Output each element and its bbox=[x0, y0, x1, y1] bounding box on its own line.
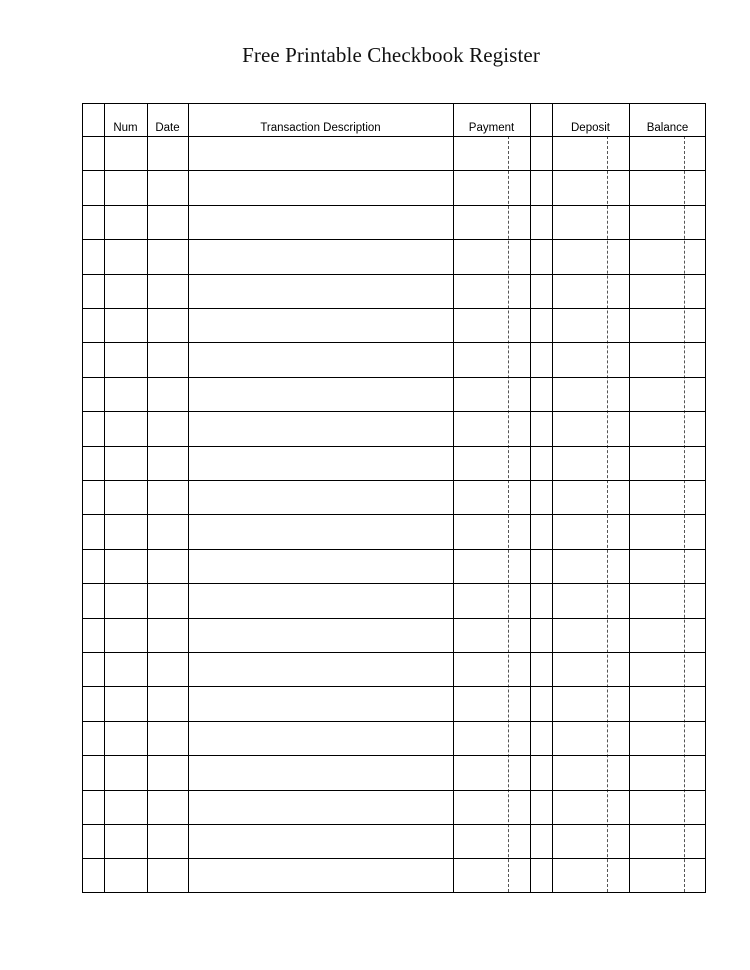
register-row bbox=[83, 514, 705, 548]
column-header-num: Num bbox=[113, 122, 138, 134]
register-row bbox=[83, 652, 705, 686]
register-row bbox=[83, 377, 705, 411]
register-row bbox=[83, 755, 705, 789]
register-row bbox=[83, 411, 705, 445]
page-title: Free Printable Checkbook Register bbox=[242, 43, 540, 67]
register-row bbox=[83, 583, 705, 617]
register-row bbox=[83, 136, 705, 170]
register-row bbox=[83, 686, 705, 720]
register-row bbox=[83, 618, 705, 652]
register-row bbox=[83, 205, 705, 239]
register-row bbox=[83, 170, 705, 204]
register-row bbox=[83, 549, 705, 583]
register-row bbox=[83, 308, 705, 342]
register-row bbox=[83, 858, 705, 892]
register-row bbox=[83, 824, 705, 858]
checkbook-register-table bbox=[82, 103, 706, 893]
register-row bbox=[83, 274, 705, 308]
register-row bbox=[83, 790, 705, 824]
column-header-balance: Balance bbox=[646, 122, 689, 134]
register-row bbox=[83, 239, 705, 273]
register-row bbox=[83, 480, 705, 514]
column-header-payment: Payment bbox=[468, 122, 515, 134]
register-row bbox=[83, 721, 705, 755]
column-header-deposit: Deposit bbox=[571, 122, 610, 134]
column-header-description: Transaction Description bbox=[260, 122, 381, 134]
column-header-date: Date bbox=[155, 122, 180, 134]
register-row bbox=[83, 446, 705, 480]
register-row bbox=[83, 342, 705, 376]
